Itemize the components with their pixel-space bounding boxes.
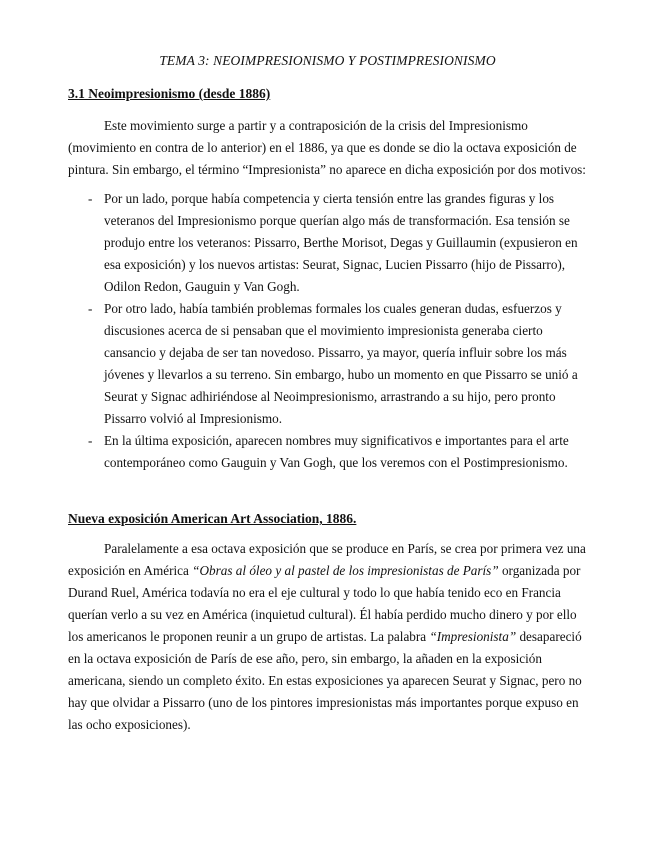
paragraph-text-part3: desapareció en la octava exposición de París de ese año, pero, sin embargo, la añaden en la exposición americana, siendo un completo éxito. En estas exposiciones ya aparecen Seurat y Signac, pero no hay que olvidar a Pissarro (uno de los pintores impresionistas más importantes porque expuso en las ocho exposiciones). xyxy=(68,629,582,732)
list-item-text: Por otro lado, había también problemas formales los cuales generan dudas, esfuerzos y discusiones acerca de si pensaban que el movimiento impresionista generaba cierto cansancio y dejaba de ser tan novedoso. Pissarro, ya mayor, quería influir sobre los más jóvenes y llevarlos a su terreno. Sin embargo, hubo un momento en que Pissarro se unió a Seurat y Signac adhiriéndose al Neoimpresionismo, arrastrando a su hijo, pero pronto Pissarro volvió al Impresionismo. xyxy=(104,301,578,426)
list-item xyxy=(68,188,590,298)
intro-text: Este movimiento surge a partir y a contraposición de la crisis del Impresionismo (movimiento en contra de lo anterior) en el 1886, ya que es donde se dio la octava exposición de pintura. Sin embargo, el término “Impresionista” no aparece en dicha exposición por dos motivos: xyxy=(68,118,586,177)
list-item xyxy=(68,430,590,474)
bullet-dash: - xyxy=(88,433,93,448)
list-item-text: En la última exposición, aparecen nombres muy significativos e importantes para el arte contemporáneo como Gauguin y Van Gogh, que los veremos con el Postimpresionismo. xyxy=(104,433,569,470)
american-exhibition-paragraph xyxy=(68,538,590,736)
intro-paragraph xyxy=(68,115,590,181)
paragraph-text-part2: organizada por Durand Ruel, América todavía no era el eje cultural y todo lo que había tenido eco en Francia querían verlo a su vez en América (inquietud cultural). Él había perdido mucho dinero y por ello los americanos le proponen reunir a un grupo de artistas. La palabra xyxy=(68,563,581,644)
impresionista-quote: “Impresionista” xyxy=(429,629,517,644)
bullet-dash: - xyxy=(88,301,93,316)
exhibition-title-quote: “Obras al óleo y al pastel de los impresionistas de París” xyxy=(192,563,499,578)
bullet-dash: - xyxy=(88,191,93,206)
section-heading-neoimpresionismo: 3.1 Neoimpresionismo (desde 1886) xyxy=(68,86,271,101)
list-item xyxy=(68,298,590,430)
motives-list xyxy=(68,188,590,474)
list-item-text: Por un lado, porque había competencia y cierta tensión entre las grandes figuras y los veteranos del Impresionismo porque querían algo más de transformación. Esa tensión se produjo entre los veteranos: Pissarro, Berthe Morisot, Degas y Guillaumin (expusieron en esa exposición) y los nuevos artistas: Seurat, Signac, Lucien Pissarro (hijo de Pissarro), Odilon Redon, Gauguin y Van Gogh. xyxy=(104,191,578,294)
section-heading-american-exhibition: Nueva exposición American Art Association, 1886. xyxy=(68,511,357,526)
paragraph-text-part1: Paralelamente a esa octava exposición que se produce en París, se crea por primera vez una exposición en América xyxy=(68,541,586,578)
document-title: TEMA 3: NEOIMPRESIONISMO Y POSTIMPRESIONISMO xyxy=(159,53,496,68)
